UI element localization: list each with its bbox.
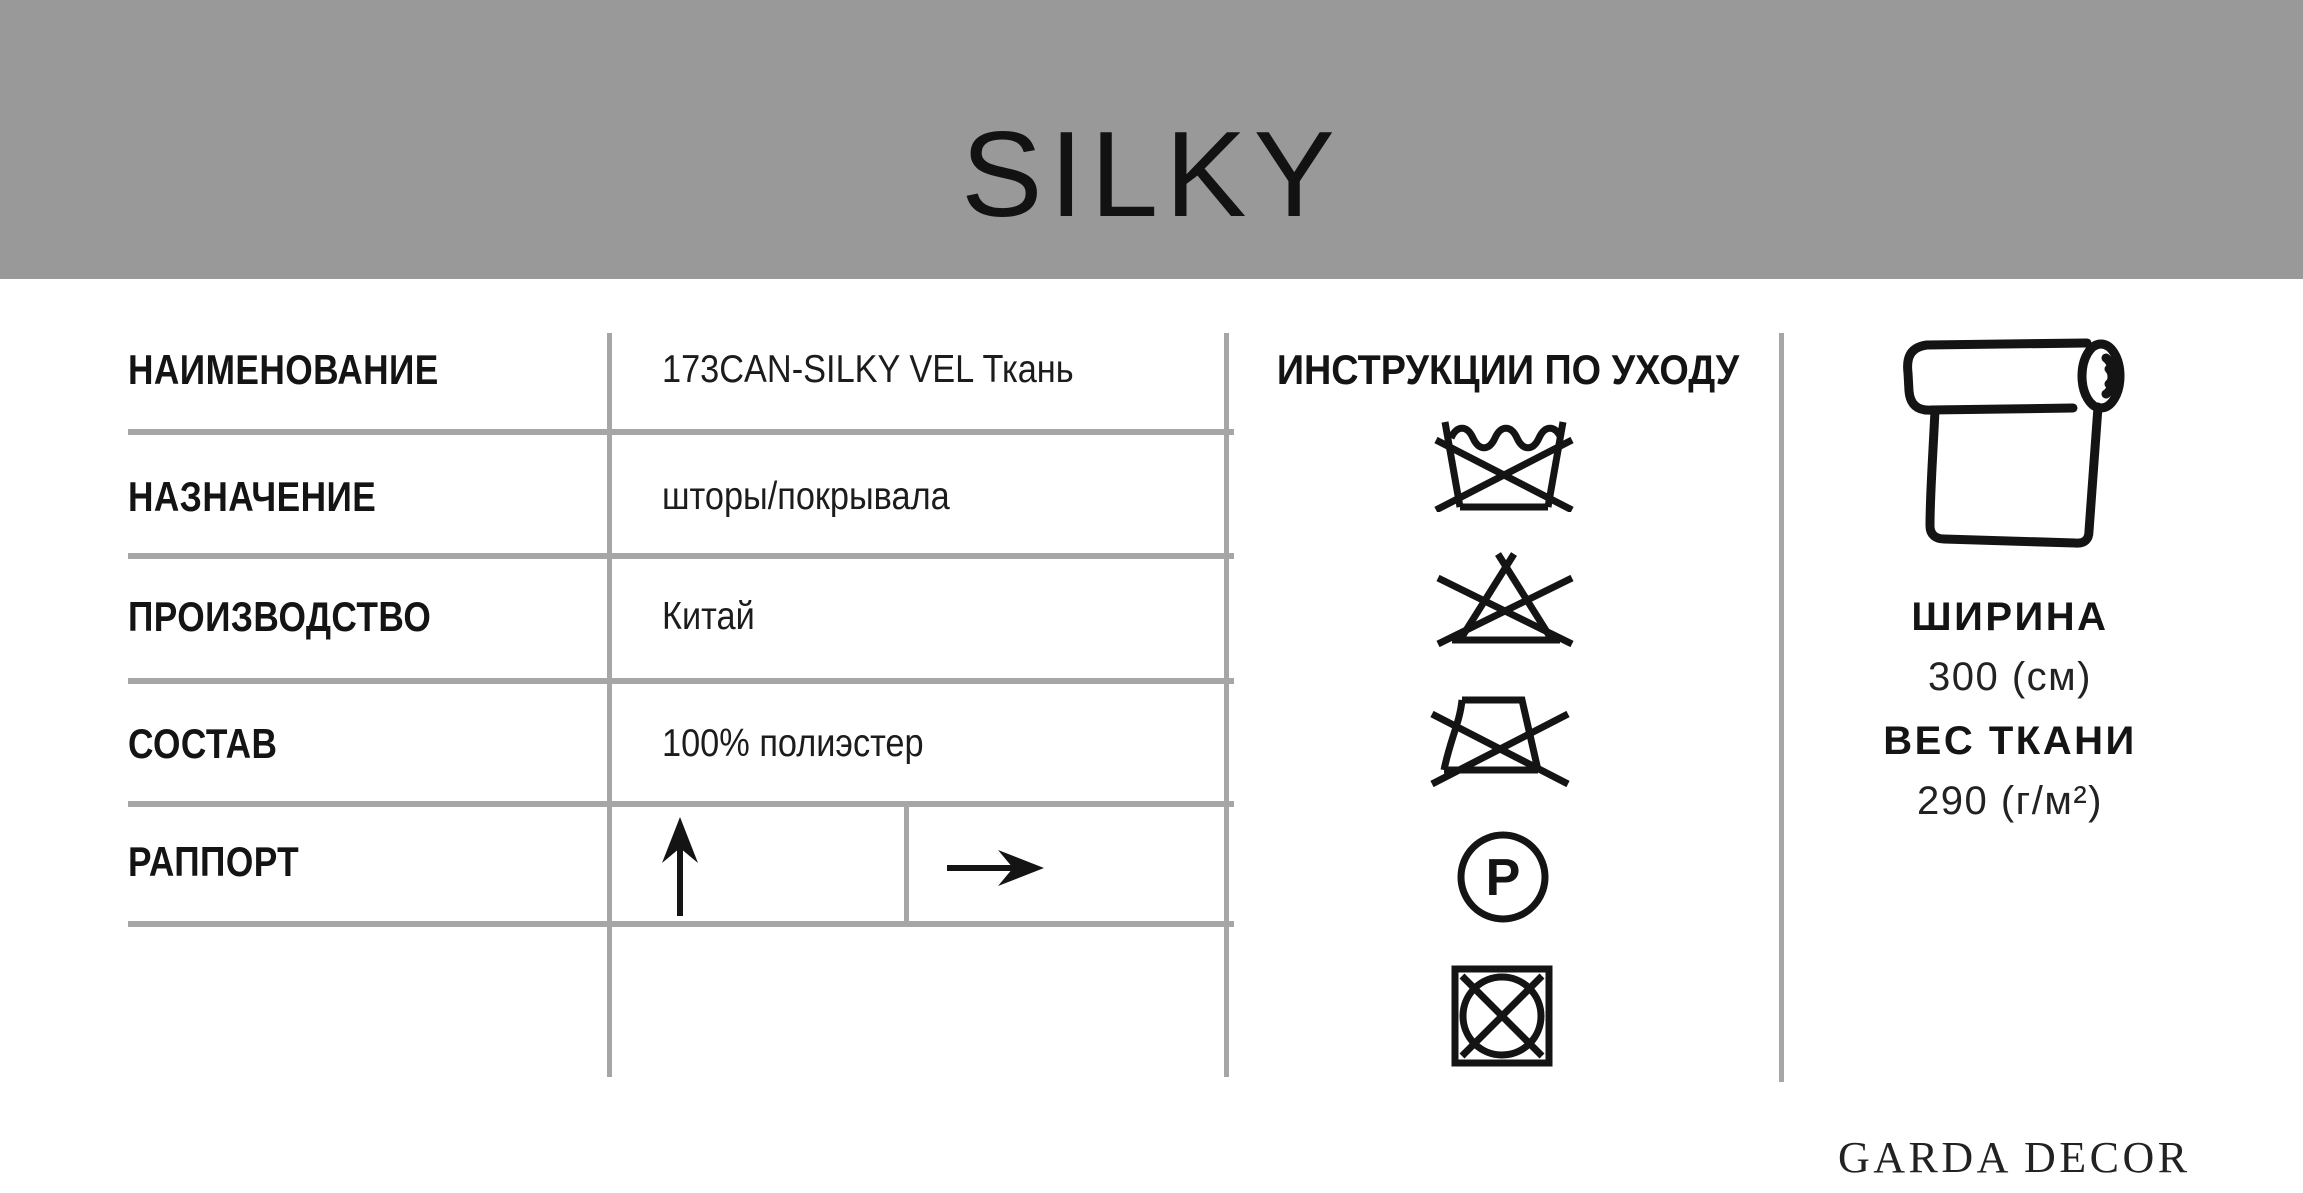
row-value-composition: 100% полиэстер xyxy=(662,722,924,765)
page-title: SILKY xyxy=(961,106,1342,242)
care-instructions-title: ИНСТРУКЦИИ ПО УХОДУ xyxy=(1276,346,1740,393)
svg-text:P: P xyxy=(1485,849,1521,907)
repeat-horizontal-arrow-icon xyxy=(943,842,1047,894)
do-not-tumble-dry-icon xyxy=(1450,964,1554,1068)
weight-label: ВЕС ТКАНИ xyxy=(1883,719,2137,763)
weight-value: 290 (г/м²) xyxy=(1916,779,2103,823)
table-row-divider xyxy=(128,553,1234,559)
table-row-divider xyxy=(128,801,1234,807)
table-vertical-divider-1 xyxy=(607,333,612,1077)
rapport-cell-divider xyxy=(904,807,909,921)
width-value: 300 (см) xyxy=(1928,655,2092,699)
row-value-purpose: шторы/покрывала xyxy=(662,475,950,518)
header-band xyxy=(0,0,2303,279)
row-label-name: НАИМЕНОВАНИЕ xyxy=(128,346,439,393)
repeat-vertical-arrow-icon xyxy=(652,814,708,920)
row-label-rapport: РАППОРТ xyxy=(128,838,300,885)
table-row-divider xyxy=(128,678,1234,684)
dry-clean-p-icon xyxy=(1456,830,1550,924)
do-not-wash-icon xyxy=(1434,420,1574,512)
table-row-divider xyxy=(128,429,1234,435)
row-value-name: 173CAN-SILKY VEL Ткань xyxy=(662,348,1074,391)
fabric-roll-icon xyxy=(1895,336,2125,551)
table-vertical-divider-2 xyxy=(1224,333,1229,1077)
row-value-production: Китай xyxy=(662,595,755,638)
brand-logo: GARDA DECOR xyxy=(1838,1133,2191,1182)
do-not-bleach-icon xyxy=(1436,552,1576,652)
care-column-divider xyxy=(1779,333,1784,1082)
row-label-production: ПРОИЗВОДСТВО xyxy=(128,593,432,640)
table-row-divider xyxy=(128,921,1234,927)
width-label: ШИРИНА xyxy=(1911,595,2109,639)
row-label-composition: СОСТАВ xyxy=(128,720,278,767)
do-not-iron-icon xyxy=(1430,692,1570,792)
row-label-purpose: НАЗНАЧЕНИЕ xyxy=(128,473,377,520)
